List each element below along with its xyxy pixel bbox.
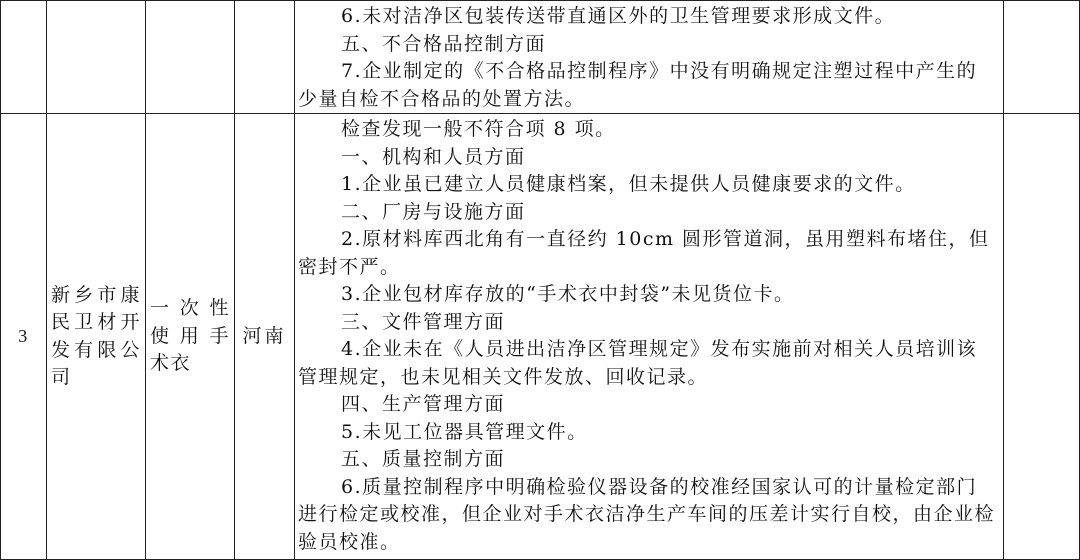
findings-text — [295, 114, 1003, 556]
findings-cell — [295, 114, 1004, 560]
product-name-line: 使用手 — [150, 324, 230, 347]
region-cell — [235, 114, 295, 560]
product-name-line: 一次性 — [150, 297, 230, 320]
findings-text — [295, 1, 1003, 113]
product-name — [146, 295, 234, 378]
company-name-line: 司 — [51, 366, 72, 388]
findings-cell — [295, 1, 1004, 114]
finding-paragraph: 2.原材料库西北角有一直径约 10cm 圆形管道洞，虽用塑料布堵住，但密封不严。 — [298, 228, 990, 278]
company-cell — [47, 114, 146, 560]
remarks-cell — [1004, 114, 1080, 560]
table-row — [1, 114, 1080, 560]
finding-paragraph: 三、文件管理方面 — [341, 310, 506, 333]
finding-paragraph: 五、质量控制方面 — [341, 448, 506, 470]
table-row — [1, 1, 1080, 114]
region-cell — [235, 1, 295, 114]
finding-paragraph: 6.质量控制程序中明确检验仪器设备的校准经国家认可的计量检定部门进行检定或校准，但企业对手术衣洁净生产车间的压差计实行自校，由企业检验员校准。 — [298, 475, 996, 553]
company-cell — [47, 1, 146, 114]
finding-paragraph: 6.未对洁净区包装传送带直通区外的卫生管理要求形成文件。 — [341, 5, 896, 27]
finding-paragraph: 4.企业未在《人员进出洁净区管理规定》发布实施前对相关人员培训该管理规定，也未见相关文件发放、回收记录。 — [298, 338, 978, 388]
remarks-cell — [1004, 1, 1080, 114]
finding-paragraph: 四、生产管理方面 — [341, 393, 506, 415]
company-name-line: 新乡市康 — [51, 283, 141, 306]
company-name-line: 民卫材开 — [51, 311, 141, 333]
number-cell — [1, 1, 47, 114]
finding-paragraph: 5.未见工位器具管理文件。 — [341, 420, 588, 443]
product-name-line: 术衣 — [150, 352, 192, 375]
row-number: 3 — [1, 114, 47, 560]
finding-paragraph: 1.企业虽已建立人员健康档案，但未提供人员健康要求的文件。 — [341, 173, 916, 195]
region-name: 河南 — [242, 324, 287, 347]
company-name — [47, 282, 145, 392]
finding-paragraph: 3.企业包材库存放的“手术衣中封袋”未见货位卡。 — [341, 283, 795, 305]
finding-paragraph: 五、不合格品控制方面 — [341, 32, 547, 55]
finding-paragraph: 一、机构和人员方面 — [341, 145, 526, 168]
finding-paragraph: 二、厂房与设施方面 — [341, 200, 526, 223]
finding-paragraph: 7.企业制定的《不合格品控制程序》中没有明确规定注塑过程中产生的少量自检不合格品的处置方法。 — [298, 60, 978, 110]
finding-paragraph: 检查发现一般不符合项 8 项。 — [341, 118, 616, 140]
company-name-line: 发有限公 — [51, 338, 141, 361]
product-cell — [146, 1, 235, 114]
product-cell — [146, 114, 235, 560]
